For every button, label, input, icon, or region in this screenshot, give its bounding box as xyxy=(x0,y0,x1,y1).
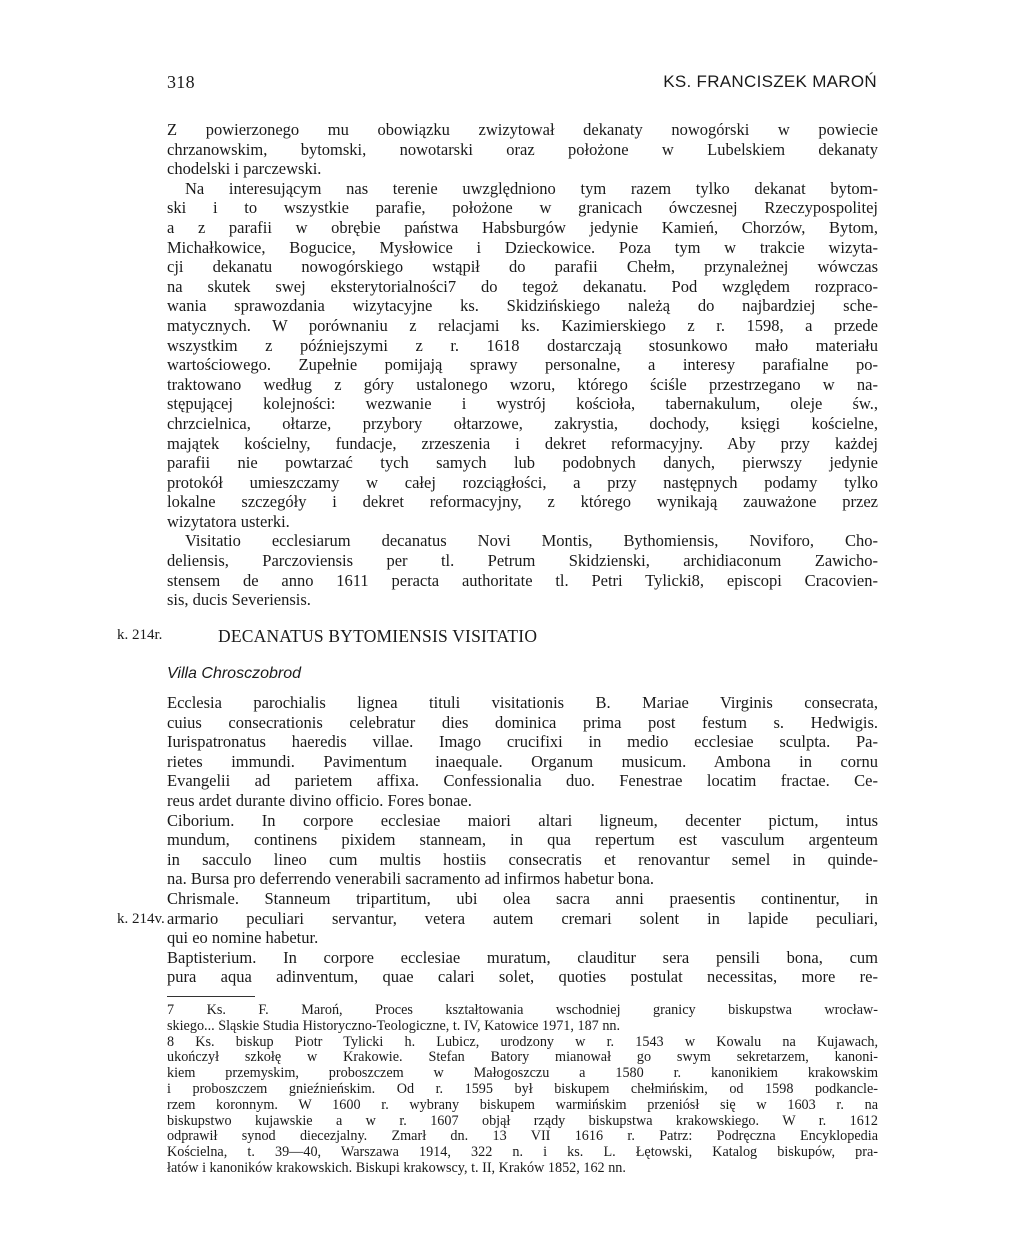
footnote-line: biskupstwo kujawskie a w r. 1607 objął rządy biskupstwa krakowskiego. W r. 1612 xyxy=(167,1113,878,1129)
text-line: wartościowego. Zupełnie pomijają sprawy personalne, a interesy parafialne po- xyxy=(167,355,878,375)
text-line: lokalne szczegóły i dekret reformacyjny, z którego wynikają zauważone przez xyxy=(167,492,878,512)
text-line: Chrismale. Stanneum tripartitum, ubi olea sacra anni praesentis continentur, in xyxy=(167,888,878,908)
text-line: Ecclesia parochialis lignea tituli visitationis B. Mariae Virginis consecrata, xyxy=(167,693,878,712)
text-line: wania sprawozdania wizytacyjne ks. Skidzińskiego należą do najbardziej sche- xyxy=(167,296,878,316)
text-line: protokół umieszczamy w całej rozciągłości, a przy następnych podamy tylko xyxy=(167,472,878,492)
text-line: chrzanowskim, bytomski, nowotarski oraz położone w Lubelskiem dekanaty xyxy=(167,139,878,159)
footnote-line: i proboszczem gnieźnieńskim. Od r. 1595 był biskupem chełmińskim, od 1598 podkancle- xyxy=(167,1081,878,1097)
text-line: ski i to wszystkie parafie, położone w granicach ówczesnej Rzeczypospolitej xyxy=(167,198,878,218)
footnote-line: Kościelna, t. 39—40, Warszawa 1914, 322 n. i ks. L. Łętowski, Katalog biskupów, pra- xyxy=(167,1145,878,1161)
body-text xyxy=(167,693,878,987)
text-line: pura aqua adinventum, quae calari solet, quoties postulat necessitas, more re- xyxy=(167,967,878,987)
text-line: Michałkowice, Bogucice, Mysłowice i Dzieckowice. Poza tym w trakcie wizyta- xyxy=(167,237,878,257)
footnote-line: 8 Ks. biskup Piotr Tylicki h. Lubicz, urodzony w r. 1543 w Kowalu na Kujawach, xyxy=(167,1034,878,1050)
text-line: Visitatio ecclesiarum decanatus Novi Montis, Bythomiensis, Noviforo, Cho- xyxy=(185,531,878,551)
text-line: Iurispatronatus haeredis villae. Imago crucifixi in medio ecclesiae sculpta. Pa- xyxy=(167,732,878,752)
text-line: majątek kościelny, fundacje, zrzeszenia i dekret reformacyjny. Aby przy każdej xyxy=(167,433,878,453)
footnote-line: łatów i kanoników krakowskich. Biskupi krakowscy, t. II, Kraków 1852, 162 nn. xyxy=(167,1160,626,1176)
text-line: reus ardet durante divino officio. Fores bonae. xyxy=(167,790,472,810)
footnote-rule xyxy=(167,996,255,997)
text-line: in sacculo lineo cum multis hostiis consecratis et renovantur semel in quinde- xyxy=(167,849,878,869)
text-line: stensem de anno 1611 peracta authoritate tl. Petri Tylicki8, episcopi Cracovien- xyxy=(167,570,878,590)
text-line: traktowano według z góry ustalonego wzoru, którego ściśle przestrzegano w na- xyxy=(167,374,878,394)
footnote-line: odprawił synod diecezjalny. Zmarł dn. 13 VII 1616 r. Patrz: Podręczna Encyklopedia xyxy=(167,1129,878,1145)
text-line: Z powierzonego mu obowiązku zwizytował dekanaty nowogórski w powiecie xyxy=(167,120,878,139)
text-line: Na interesującym nas terenie uwzględniono tym razem tylko dekanat bytom- xyxy=(185,178,878,198)
intro-text xyxy=(167,120,878,610)
text-line: armario peculiari servantur, vetera autem cremari solent in lapide peculiari, xyxy=(167,908,878,928)
page-number: 318 xyxy=(167,72,195,92)
text-line: chodelski i parczewski. xyxy=(167,159,322,179)
margin-note: k. 214r. xyxy=(117,627,163,643)
subsection-title: Villa Chrosczobrod xyxy=(167,665,301,682)
footnote-line: rzem koronnym. W 1600 r. wybrany biskupem warmińskim przeniósł się w 1603 r. na xyxy=(167,1097,878,1113)
running-title: KS. FRANCISZEK MAROŃ xyxy=(663,72,877,91)
text-line: sis, ducis Severiensis. xyxy=(167,590,311,610)
text-line: Baptisterium. In corpore ecclesiae muratum, clauditur sera pensili bona, cum xyxy=(167,947,878,967)
text-line: Evangelii ad parietem affixa. Confessionalia duo. Fenestrae locatim fractae. Ce- xyxy=(167,771,878,791)
footnote-line: kiem przemyskim, proboszczem w Małogoszczu a 1580 r. kanonikiem krakowskim xyxy=(167,1066,878,1082)
text-line: parafii nie powtarzać tych samych lub podobnych danych, pierwszy jedynie xyxy=(167,453,878,473)
text-line: stępującej kolejności: wezwanie i wystrój kościoła, tabernakulum, oleje św., xyxy=(167,394,878,414)
text-line: na. Bursa pro deferrendo venerabili sacramento ad infirmos habetur bona. xyxy=(167,869,655,889)
text-line: chrzcielnica, ołtarze, przybory ołtarzowe, zakrystia, dochody, księgi kościelne, xyxy=(167,413,878,433)
margin-note: k. 214v. xyxy=(117,911,165,927)
text-line: wszystkim z późniejszymi z r. 1618 dostarczają stosunkowo mało materiału xyxy=(167,335,878,355)
text-line: Ciborium. In corpore ecclesiae maiori altari ligneum, decenter pictum, intus xyxy=(167,810,878,830)
text-line: cji dekanatu nowogórskiego wstąpił do parafii Chełm, przynależnej wówczas xyxy=(167,257,878,277)
text-line: mundum, continens pixidem stanneam, in qua repertum est vasculum argenteum xyxy=(167,830,878,850)
text-line: wizytatora usterki. xyxy=(167,511,290,531)
text-line: qui eo nomine habetur. xyxy=(167,928,319,948)
text-line: rietes immundi. Pavimentum inaequale. Organum musicum. Ambona in cornu xyxy=(167,751,878,771)
section-title: DECANATUS BYTOMIENSIS VISITATIO xyxy=(218,626,538,646)
footnotes xyxy=(167,1003,878,1177)
text-line: na skutek swej eksterytorialności7 do tegoż dekanatu. Pod względem rozpraco- xyxy=(167,276,878,296)
footnote-line: skiego... Śląskie Studia Historyczno-Teologiczne, t. IV, Katowice 1971, 187 nn. xyxy=(167,1018,621,1034)
text-line: a z parafii w obrębie państwa Habsburgów jedynie Kamień, Chorzów, Bytom, xyxy=(167,217,878,237)
text-line: cuius consecrationis celebratur dies dominica prima post festum s. Hedwigis. xyxy=(167,712,878,732)
footnote-line: ukończył szkołę w Krakowie. Stefan Batory mianował go swym sekretarzem, kanoni- xyxy=(167,1050,878,1066)
footnote-line: 7 Ks. F. Maroń, Proces kształtowania wschodniej granicy biskupstwa wrocław- xyxy=(167,1003,878,1018)
text-line: matycznych. W porównaniu z relacjami ks. Kazimierskiego z r. 1598, a przede xyxy=(167,315,878,335)
text-line: deliensis, Parczoviensis per tl. Petrum Skidzienski, archidiaconum Zawicho- xyxy=(167,551,878,571)
